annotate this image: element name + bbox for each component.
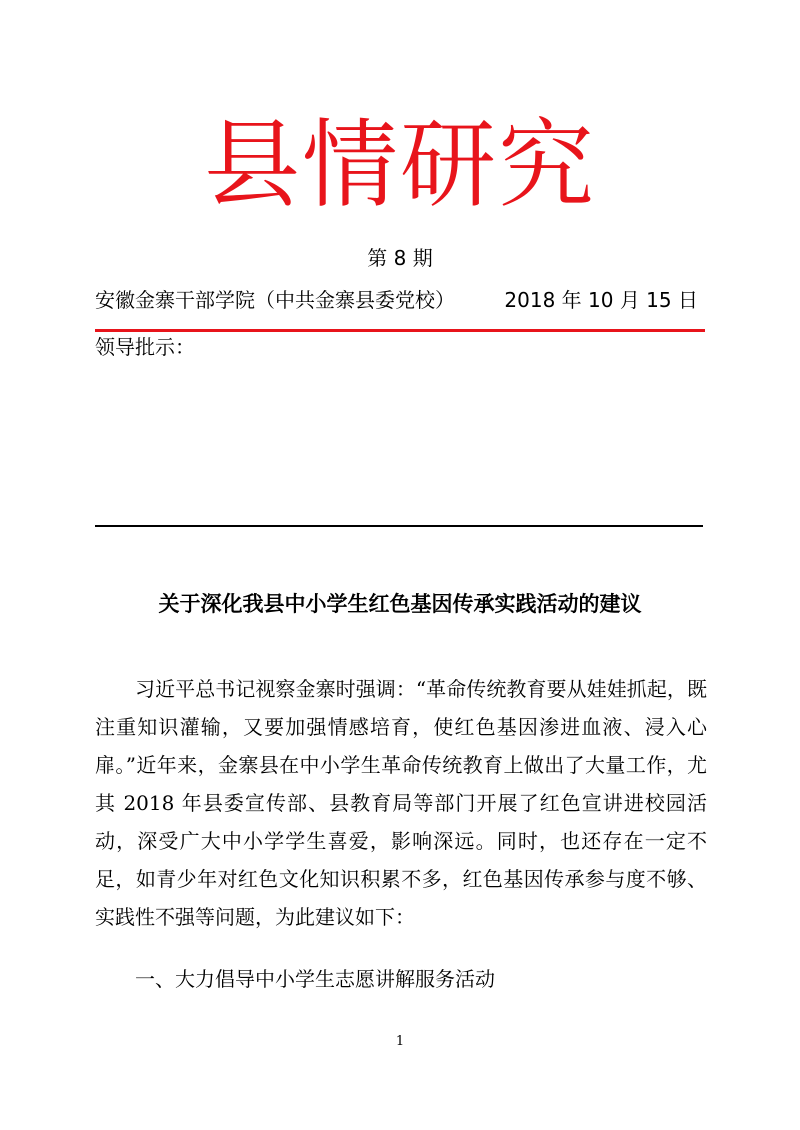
article-body — [95, 670, 707, 936]
page-number: 1 — [395, 1034, 405, 1049]
section-heading: 一、大力倡导中小学生志愿讲解服务活动 — [135, 967, 495, 991]
publication-date: 2018 年 10 月 15 日 — [504, 288, 698, 312]
masthead-red-divider — [95, 329, 705, 332]
article-title: 关于深化我县中小学生红色基因传承实践活动的建议 — [158, 592, 642, 616]
issue-number: 第 8 期 — [367, 246, 433, 270]
body-paragraph: 习近平总书记视察金寨时强调：“革命传统教育要从娃娃抓起，既注重知识灌输，又要加强情感培育，使红色基因渗进血液、浸入心扉。”近年来，金寨县在中小学生革命传统教育上做出了大量工作，尤其 2018 年县委宣传部、县教育局等部门开展了红色宣讲进校园活动，深受广大中小学学生喜爱，影响深远。同时，也还存在一定不足，如青少年对红色文化知识积累不多，红色基因传承参与度不够、实践性不强等问题，为此建议如下： — [95, 677, 707, 929]
publisher-organization: 安徽金寨干部学院（中共金寨县委党校） — [95, 288, 455, 312]
leader-approval-label: 领导批示： — [95, 335, 195, 359]
approval-section-divider — [95, 525, 703, 527]
masthead-title: 县情研究 — [204, 109, 596, 221]
